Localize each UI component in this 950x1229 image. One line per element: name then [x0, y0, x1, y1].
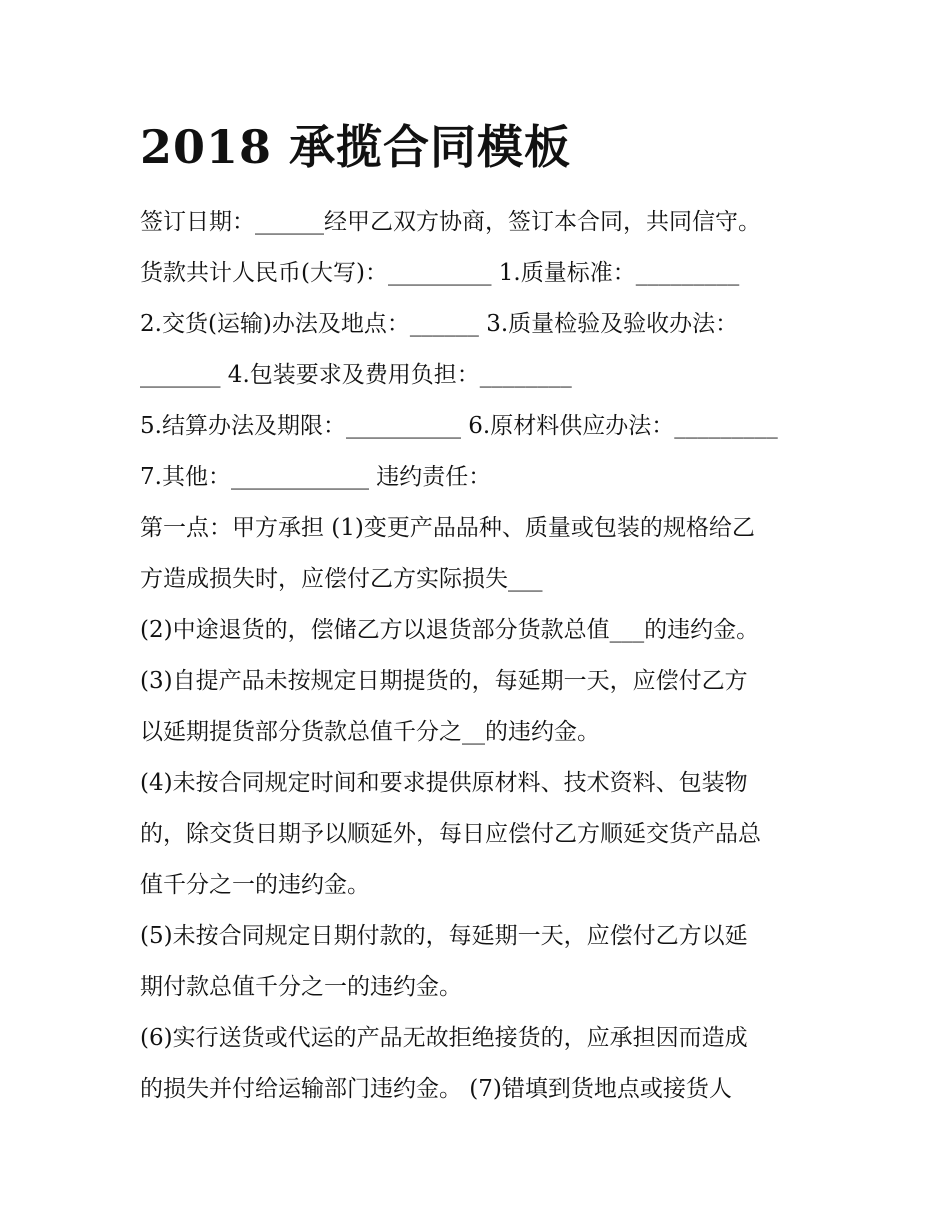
text-line: 方造成损失时，应偿付乙方实际损失___: [140, 566, 543, 592]
text-line: (2)中途退货的，偿储乙方以退货部分货款总值___的违约金。: [140, 617, 760, 643]
text-line: 签订日期：______经甲乙双方协商，签订本合同，共同信守。: [140, 209, 761, 235]
text-line: 7.其他：____________ 违约责任：: [140, 464, 492, 490]
text-line: 的损失并付给运输部门违约金。 (7)错填到货地点或接货人: [140, 1076, 732, 1102]
text-line: 货款共计人民币(大写)：_________ 1.质量标准：_________: [140, 260, 740, 286]
text-line: 期付款总值千分之一的违约金。: [140, 974, 462, 1000]
text-line: (5)未按合同规定日期付款的，每延期一天，应偿付乙方以延: [140, 923, 748, 949]
text-line: 第一点：甲方承担 (1)变更产品品种、质量或包装的规格给乙: [140, 515, 755, 541]
text-line: 的，除交货日期予以顺延外，每日应偿付乙方顺延交货产品总: [140, 821, 761, 847]
contract-body: [140, 197, 820, 1115]
text-line: (3)自提产品未按规定日期提货的，每延期一天，应偿付乙方: [140, 668, 748, 694]
text-line: 值千分之一的违约金。: [140, 872, 370, 898]
text-line: (4)未按合同规定时间和要求提供原材料、技术资料、包装物: [140, 770, 748, 796]
page-title: 2018 承揽合同模板: [140, 120, 572, 174]
text-line: 2.交货(运输)办法及地点：______ 3.质量检验及验收办法：: [140, 311, 739, 337]
text-line: (6)实行送货或代运的产品无故拒绝接货的，应承担因而造成: [140, 1025, 748, 1051]
text-line: 以延期提货部分货款总值千分之__的违约金。: [140, 719, 600, 745]
text-line: 5.结算办法及期限：__________ 6.原材料供应办法：_________: [140, 413, 778, 439]
text-line: _______ 4.包装要求及费用负担：________: [140, 362, 572, 388]
